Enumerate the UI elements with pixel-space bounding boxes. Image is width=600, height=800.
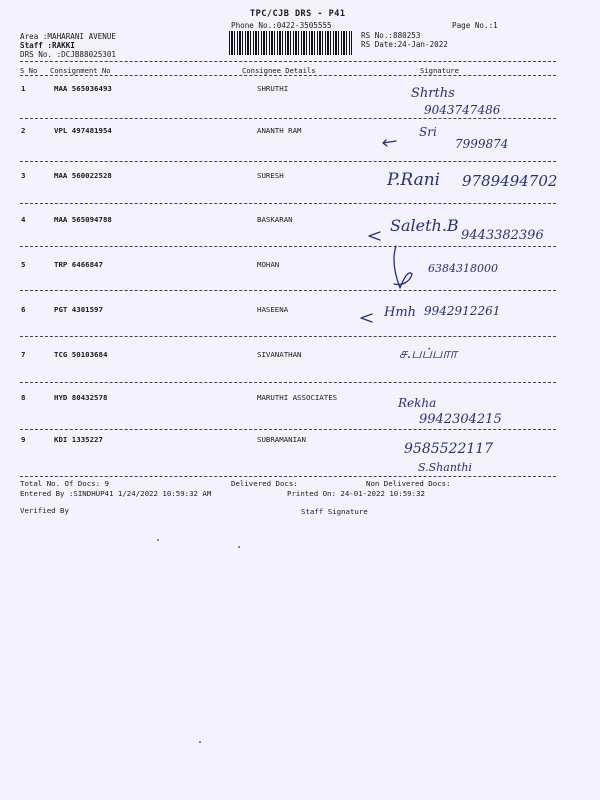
col-header-sno: S No <box>20 66 38 75</box>
row-sno: 7 <box>21 350 26 359</box>
row-consignee: SIVANATHAN <box>257 350 302 359</box>
row-signature-name: ச.பப்பாா <box>399 346 458 362</box>
row-consignee: MARUTHI ASSOCIATES <box>257 393 338 402</box>
phone-number: Phone No.:0422-3505555 <box>231 21 332 30</box>
barcode <box>229 31 352 55</box>
row-consignee: SURESH <box>257 171 284 180</box>
row-consignment-no: TRP 6466847 <box>54 260 103 269</box>
row-consignee: ANANTH RAM <box>257 126 302 135</box>
page-number: Page No.:1 <box>452 21 498 30</box>
row-consignment-no: MAA 560022528 <box>54 171 112 180</box>
scan-speck <box>238 546 240 548</box>
row-signature-name: S.Shanthi <box>418 461 472 474</box>
row-signature-phone: 9043747486 <box>424 103 501 117</box>
row-sno: 1 <box>21 84 26 93</box>
row-consignment-no: KDI 1335227 <box>54 435 103 444</box>
verified-by-label: Verified By <box>20 506 69 515</box>
row-divider <box>20 118 556 119</box>
row-signature-phone: 7999874 <box>455 137 509 151</box>
row-sno: 2 <box>21 126 26 135</box>
row-signature-phone: 9443382396 <box>461 228 544 243</box>
row-divider <box>20 382 556 383</box>
row-signature-phone: 9942304215 <box>419 412 502 427</box>
row-divider <box>20 290 556 291</box>
row-consignment-no: VPL 497481954 <box>54 126 112 135</box>
scan-speck <box>199 741 201 743</box>
document-title: TPC/CJB DRS - P41 <box>250 9 346 19</box>
staff-signature-label: Staff Signature <box>301 507 368 516</box>
row-sno: 4 <box>21 215 26 224</box>
row-signature-name: Sri <box>419 125 437 139</box>
footer-top-rule <box>20 476 556 477</box>
non-delivered-docs: Non Delivered Docs: <box>366 479 451 488</box>
row-consignment-no: MAA 565094788 <box>54 215 112 224</box>
row-sno: 6 <box>21 305 26 314</box>
entered-by: Entered By :SINDHUP41 1/24/2022 10:59:32 AM <box>20 489 212 498</box>
row-consignee: HASEENA <box>257 305 289 314</box>
rs-date: RS Date:24-Jan-2022 <box>361 40 448 49</box>
header-bottom-rule <box>20 75 556 76</box>
row-consignment-no: MAA 565036493 <box>54 84 112 93</box>
row-signature-name: Hmh <box>384 305 417 320</box>
drs-number: DRS No. :DCJB88025301 <box>20 50 117 59</box>
row-consignee: BASKARAN <box>257 215 293 224</box>
rs-number: RS No.:880253 <box>361 31 421 40</box>
row-divider <box>20 429 556 430</box>
row-divider <box>20 336 556 337</box>
row-consignment-no: PGT 4301597 <box>54 305 103 314</box>
row-sno: 3 <box>21 171 26 180</box>
area-label: Area :MAHARANI AVENUE <box>20 32 117 41</box>
row-divider <box>20 161 556 162</box>
row-consignment-no: HYD 80432578 <box>54 393 108 402</box>
row-consignment-no: TCG 50103684 <box>54 350 108 359</box>
row-divider <box>20 203 556 204</box>
row-signature-phone: 9789494702 <box>462 172 558 190</box>
arrow-mark-icon <box>358 312 374 324</box>
row-divider <box>20 246 556 247</box>
printed-on: Printed On: 24-01-2022 10:59:32 <box>287 489 425 498</box>
row-signature-name: P.Rani <box>387 170 441 190</box>
total-docs: Total No. Of Docs: 9 <box>20 479 109 488</box>
row-signature-name: Shrths <box>411 86 455 101</box>
row-consignee: MOHAN <box>257 260 280 269</box>
col-header-consignment: Consignment No <box>50 66 111 75</box>
row-sno: 8 <box>21 393 26 402</box>
col-header-signature: Signature <box>420 66 459 75</box>
row-signature-phone: 6384318000 <box>428 262 498 275</box>
col-header-consignee: Consignee Details <box>242 66 316 75</box>
row-consignee: SUBRAMANIAN <box>257 435 306 444</box>
header-top-rule <box>20 61 556 62</box>
arrow-mark-icon <box>382 137 398 147</box>
row-sno: 9 <box>21 435 26 444</box>
signature-scribble <box>390 244 416 294</box>
row-consignee: SHRUTHI <box>257 84 289 93</box>
staff-label: Staff :RAKKI <box>20 41 75 50</box>
row-signature-name: Saleth.B <box>390 216 459 235</box>
arrow-mark-icon <box>366 230 382 242</box>
row-signature-phone: 9942912261 <box>424 304 501 318</box>
delivered-docs: Delivered Docs: <box>231 479 298 488</box>
scan-speck <box>157 539 159 541</box>
row-sno: 5 <box>21 260 26 269</box>
row-signature-phone: 9585522117 <box>404 441 494 457</box>
row-signature-name: Rekha <box>398 396 437 410</box>
